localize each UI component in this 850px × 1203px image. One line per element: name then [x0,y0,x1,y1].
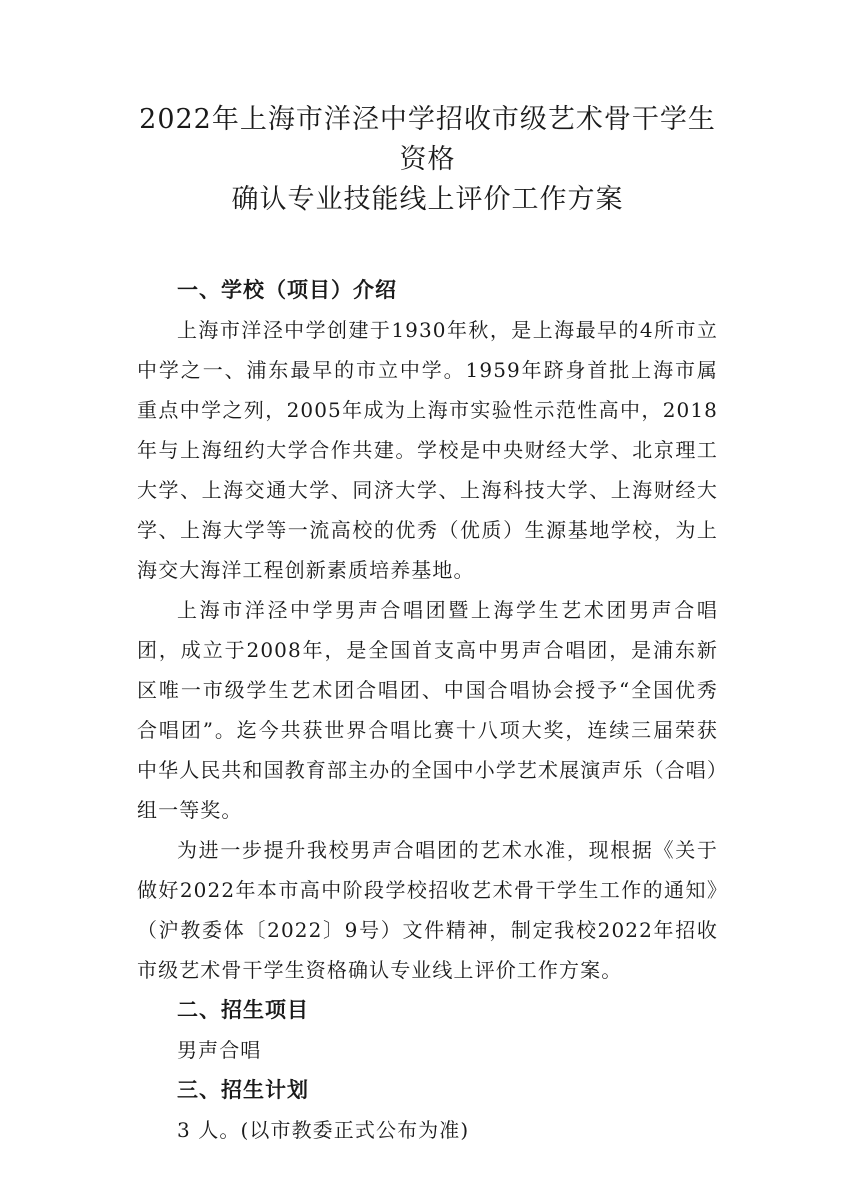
paragraph-choir-intro: 上海市洋泾中学男声合唱团暨上海学生艺术团男声合唱团，成立于2008年，是全国首支高中男声合唱团，是浦东新区唯一市级学生艺术团合唱团、中国合唱协会授予“全国优秀合唱团”。迄今共获世界合唱比赛十八项大奖，连续三届荣获中华人民共和国教育部主办的全国中小学艺术展演声乐（合唱）组一等奖。 [137,598,718,822]
enrollment-plan-value: 3 人。(以市教委正式公布为准) [177,1118,470,1142]
section-heading-enrollment-plan: 三、招生计划 [177,1078,309,1102]
enrollment-project-value: 男声合唱 [177,1038,262,1062]
section-heading-enrollment-project: 二、招生项目 [177,998,309,1022]
paragraph-plan-purpose: 为进一步提升我校男声合唱团的艺术水准，现根据《关于做好2022年本市高中阶段学校招收艺术骨干学生工作的通知》（沪教委体〔2022〕9号）文件精神，制定我校2022年招收市级艺术骨干学生资格确认专业线上评价工作方案。 [137,838,718,982]
paragraph-school-history: 上海市洋泾中学创建于1930年秋，是上海最早的4所市立中学之一、浦东最早的市立中学。1959年跻身首批上海市属重点中学之列，2005年成为上海市实验性示范性高中，2018年与上海纽约大学合作共建。学校是中央财经大学、北京理工大学、上海交通大学、同济大学、上海科技大学、上海财经大学、上海大学等一流高校的优秀（优质）生源基地学校，为上海交大海洋工程创新素质培养基地。 [137,318,718,582]
document-title [137,100,718,220]
section-heading-school-intro: 一、学校（项目）介绍 [177,278,397,302]
title-line-2: 确认专业技能线上评价工作方案 [231,184,624,215]
title-line-1: 2022年上海市洋泾中学招收市级艺术骨干学生资格 [139,104,716,175]
